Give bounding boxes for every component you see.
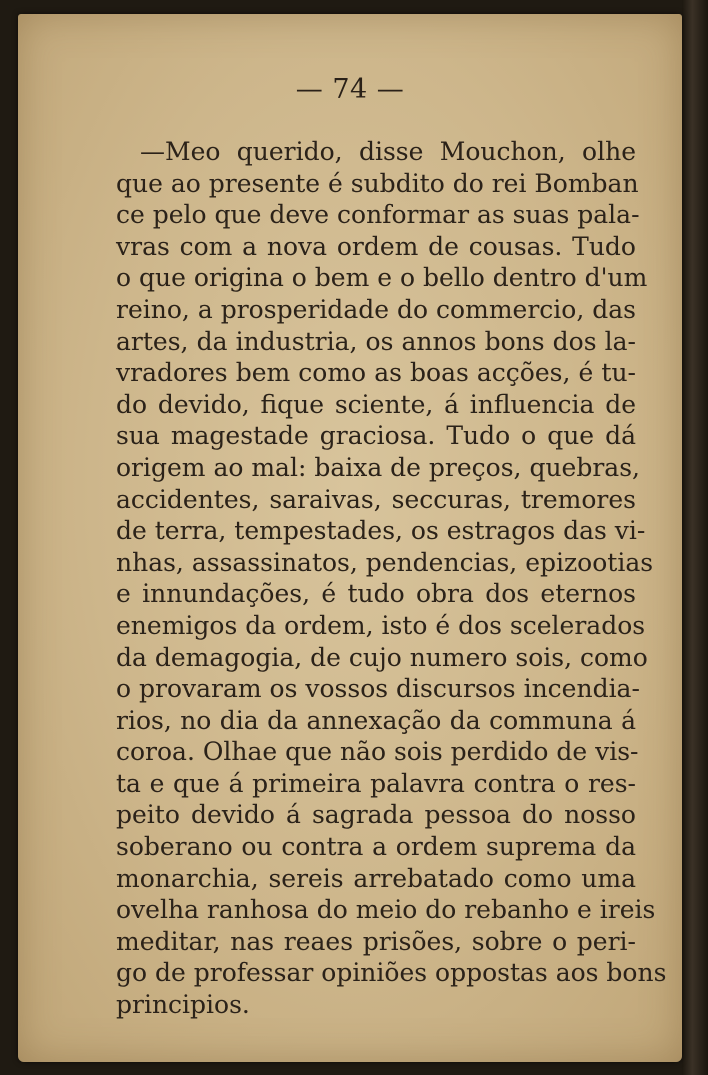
text-line: ta e que á primeira palavra contra o res- bbox=[116, 768, 636, 798]
text-line: peito devido á sagrada pessoa do nosso bbox=[116, 800, 636, 830]
text-line: —Meo querido, disse Mouchon, olhe bbox=[140, 137, 636, 166]
text-line: sua magestade graciosa. Tudo o que dá bbox=[116, 421, 636, 451]
text-line: monarchia, sereis arrebatado como uma bbox=[116, 863, 636, 893]
text-line: de terra, tempestades, os estragos das vi- bbox=[116, 516, 646, 546]
book-page bbox=[18, 14, 682, 1062]
text-line: enemigos da ordem, isto é dos scelerados bbox=[116, 610, 646, 640]
text-line: vradores bem como as boas acções, é tu- bbox=[116, 358, 636, 388]
text-line: go de professar opiniões oppostas aos bons bbox=[116, 958, 667, 988]
text-line: vras com a nova ordem de cousas. Tudo bbox=[116, 231, 636, 261]
text-line: nhas, assassinatos, pendencias, epizootias bbox=[116, 547, 654, 577]
text-line: origem ao mal: baixa de preços, quebras, bbox=[116, 452, 640, 482]
text-line: ce pelo que deve conformar as suas pala- bbox=[116, 200, 640, 230]
text-line: da demagogia, de cujo numero sois, como bbox=[116, 642, 648, 672]
text-line: principios. bbox=[116, 990, 250, 1020]
page-number: — 74 — bbox=[295, 74, 405, 105]
text-line: o provaram os vossos discursos incendia- bbox=[116, 674, 640, 704]
text-line: artes, da industria, os annos bons dos la- bbox=[116, 326, 636, 356]
text-line: do devido, fique sciente, á influencia de bbox=[116, 389, 636, 419]
text-line: accidentes, saraivas, seccuras, tremores bbox=[116, 484, 636, 514]
page-text bbox=[116, 136, 667, 1021]
text-line: e innundações, é tudo obra dos eternos bbox=[116, 579, 636, 609]
text-line: ovelha ranhosa do meio do rebanho e ireis bbox=[116, 895, 656, 925]
adjacent-page-edge bbox=[682, 0, 708, 1075]
text-line: que ao presente é subdito do rei Bomban bbox=[116, 168, 639, 198]
text-line: coroa. Olhae que não sois perdido de vis- bbox=[116, 737, 639, 767]
text-line: reino, a prosperidade do commercio, das bbox=[116, 294, 636, 324]
text-line: rios, no dia da annexação da communa á bbox=[116, 705, 636, 735]
text-line: soberano ou contra a ordem suprema da bbox=[116, 832, 636, 862]
text-line: meditar, nas reaes prisões, sobre o peri- bbox=[116, 926, 636, 956]
text-line: o que origina o bem e o bello dentro d'um bbox=[116, 263, 648, 293]
